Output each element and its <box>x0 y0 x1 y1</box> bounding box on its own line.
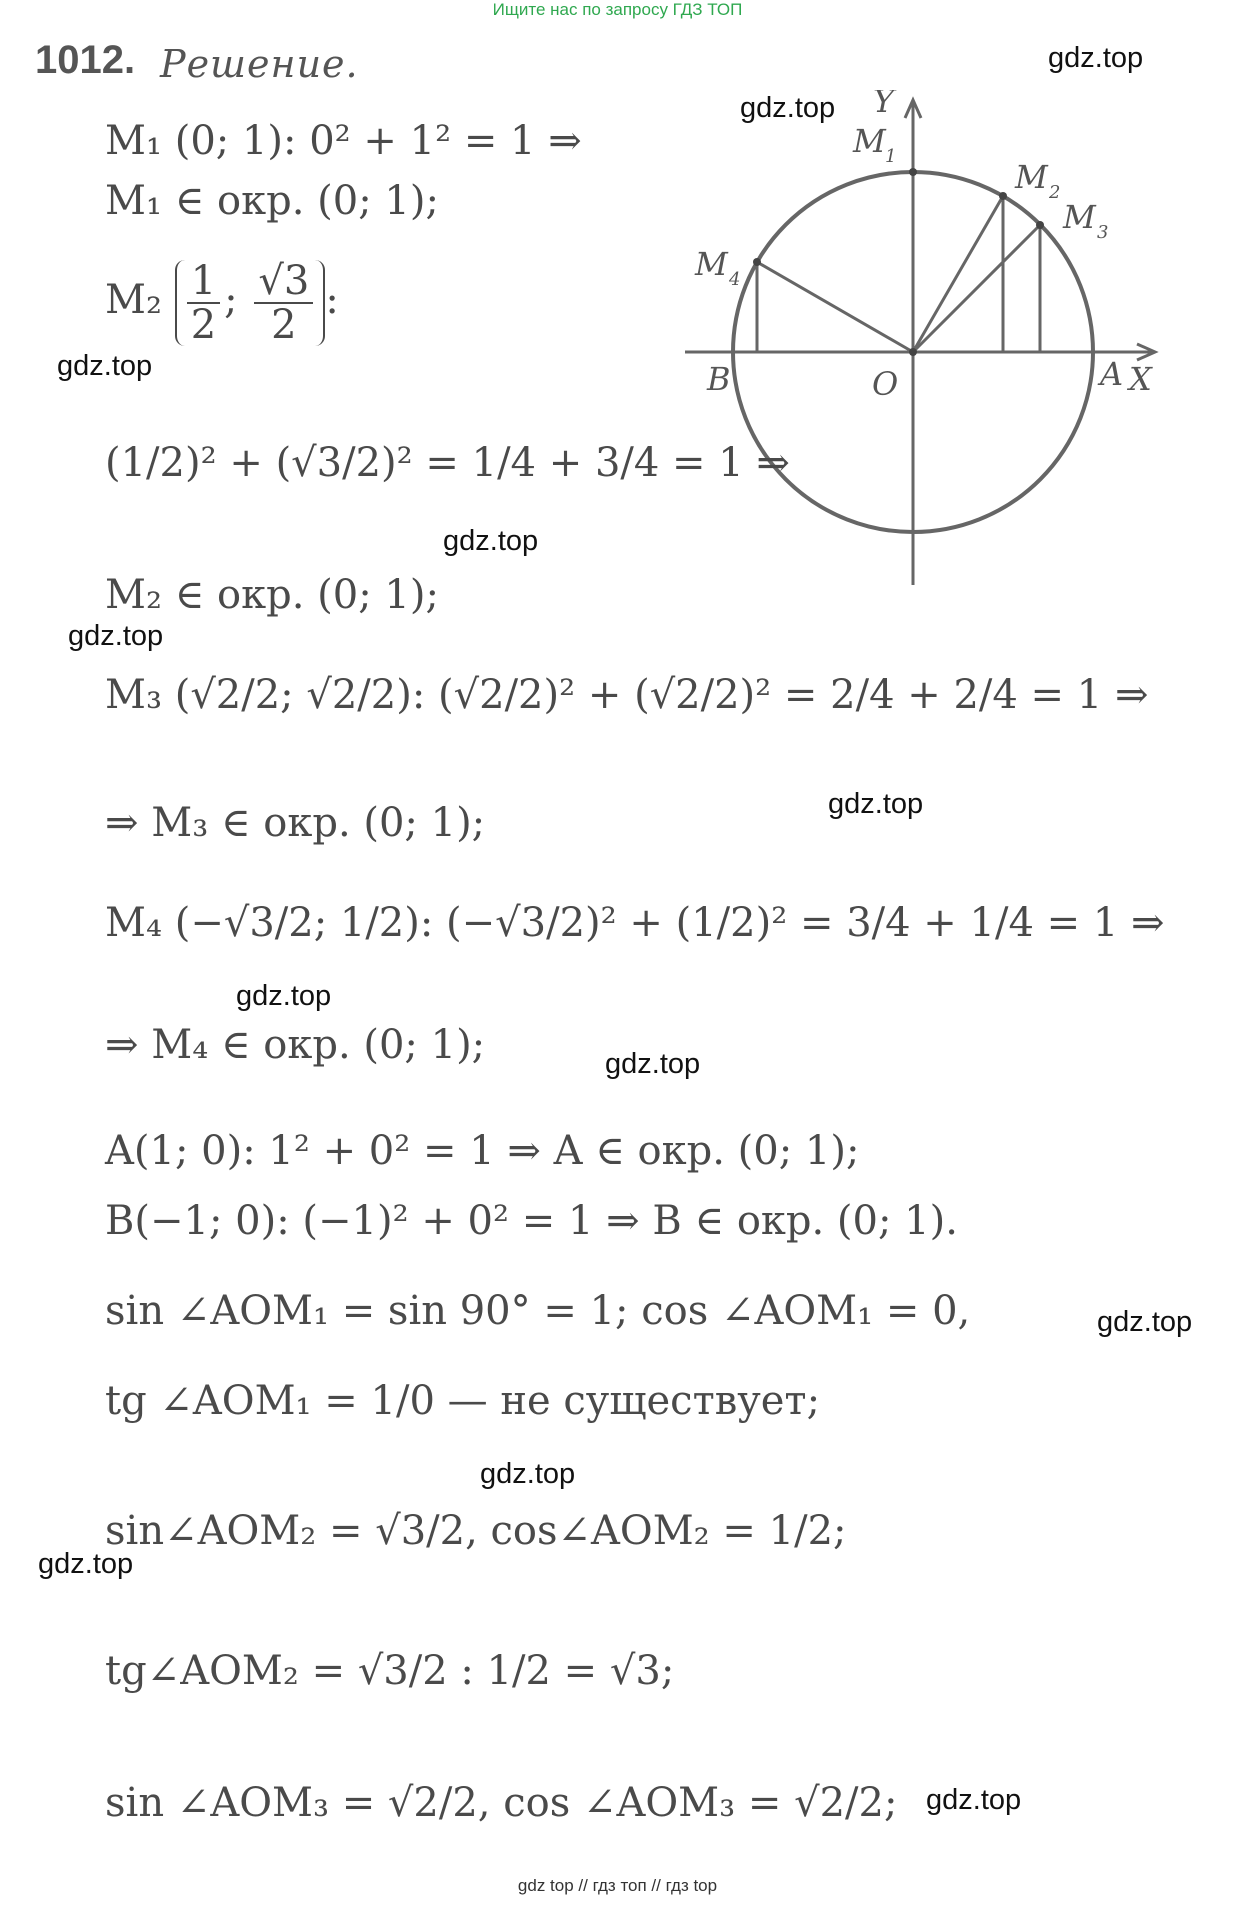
watermark: gdz.top <box>1097 1306 1193 1338</box>
problem-number: 1012. <box>35 38 136 82</box>
line-m2-result: M₂ ∈ окр. (0; 1); <box>105 572 439 618</box>
line-m3-check: M₃ (√2/2; √2/2): (√2/2)² + (√2/2)² = 2/4 + 2/4 = 1 ⇒ <box>105 672 1149 718</box>
label-m3: M <box>1063 198 1096 236</box>
line-m1-result: M₁ ∈ окр. (0; 1); <box>105 178 439 224</box>
watermark: gdz.top <box>926 1784 1022 1816</box>
label-o: O <box>872 365 899 403</box>
line-m3-trig: sin ∠AOM₃ = √2/2, cos ∠AOM₃ = √2/2; <box>105 1780 898 1826</box>
line-m2-tg: tg∠AOM₂ = √3/2 : 1/2 = √3; <box>105 1648 675 1694</box>
label-m3-sub: 3 <box>1097 222 1109 243</box>
line-m4-result: ⇒ M₄ ∈ окр. (0; 1); <box>105 1022 486 1068</box>
label-m4: M <box>695 245 728 283</box>
label-m2: M <box>1015 158 1048 196</box>
watermark: gdz.top <box>68 620 164 652</box>
frac-sqrt3-half: $\frac{√3}{2}$ <box>254 260 313 346</box>
top-banner: Ищите нас по запросу ГДЗ ТОП <box>492 0 743 19</box>
watermark: gdz.top <box>57 350 153 382</box>
line-m2-check: (1/2)² + (√3/2)² = 1/4 + 3/4 = 1 ⇒ <box>105 440 790 486</box>
radius-m4 <box>757 262 913 352</box>
solution-title: Решение. <box>160 42 359 86</box>
line-m1-check: M₁ (0; 1): 0² + 1² = 1 ⇒ <box>105 118 582 164</box>
m2-label: M₂ <box>105 277 162 323</box>
watermark: gdz.top <box>828 788 924 820</box>
line-b-check: B(−1; 0): (−1)² + 0² = 1 ⇒ B ∈ окр. (0; 1). <box>105 1198 958 1244</box>
label-b: B <box>707 360 731 398</box>
watermark: gdz.top <box>38 1548 134 1580</box>
line-m4-check: M₄ (−√3/2; 1/2): (−√3/2)² + (1/2)² = 3/4 + 1/4 = 1 ⇒ <box>105 900 1165 946</box>
unit-circle-diagram <box>675 90 1175 590</box>
line-a-check: A(1; 0): 1² + 0² = 1 ⇒ A ∈ окр. (0; 1); <box>105 1128 860 1174</box>
line-m1-trig: sin ∠AOM₁ = sin 90° = 1; cos ∠AOM₁ = 0, <box>105 1288 971 1334</box>
m2-coords-paren: $\frac{1}{2}$ ; $\frac{√3}{2}$ <box>175 260 326 346</box>
watermark: gdz.top <box>605 1048 701 1080</box>
watermark: gdz.top <box>480 1458 576 1490</box>
label-m1-sub: 1 <box>885 146 897 167</box>
watermark: gdz.top <box>740 92 836 124</box>
point-o <box>909 348 917 356</box>
label-m2-sub: 2 <box>1049 182 1061 203</box>
point-m4 <box>753 258 761 266</box>
label-x: X <box>1129 360 1152 398</box>
bottom-banner: gdz top // гдз топ // гдз top <box>517 1876 718 1895</box>
point-m2 <box>999 192 1007 200</box>
point-m1 <box>909 168 917 176</box>
line-m3-result: ⇒ M₃ ∈ окр. (0; 1); <box>105 800 486 846</box>
label-y: Y <box>873 90 895 120</box>
label-m4-sub: 4 <box>729 269 741 290</box>
watermark: gdz.top <box>443 525 539 557</box>
watermark: gdz.top <box>236 980 332 1012</box>
label-a: A <box>1100 355 1124 393</box>
frac-half: $\frac{1}{2}$ <box>187 260 220 346</box>
watermark: gdz.top <box>1048 42 1144 74</box>
line-m2-trig: sin∠AOM₂ = √3/2, cos∠AOM₂ = 1/2; <box>105 1508 847 1554</box>
label-m1: M <box>853 122 886 160</box>
line-m2-coords: M₂ $\frac{1}{2}$ ; $\frac{√3}{2}$ : <box>105 258 339 348</box>
line-m1-tg: tg ∠AOM₁ = 1/0 — не существует; <box>105 1378 821 1424</box>
point-m3 <box>1036 221 1044 229</box>
